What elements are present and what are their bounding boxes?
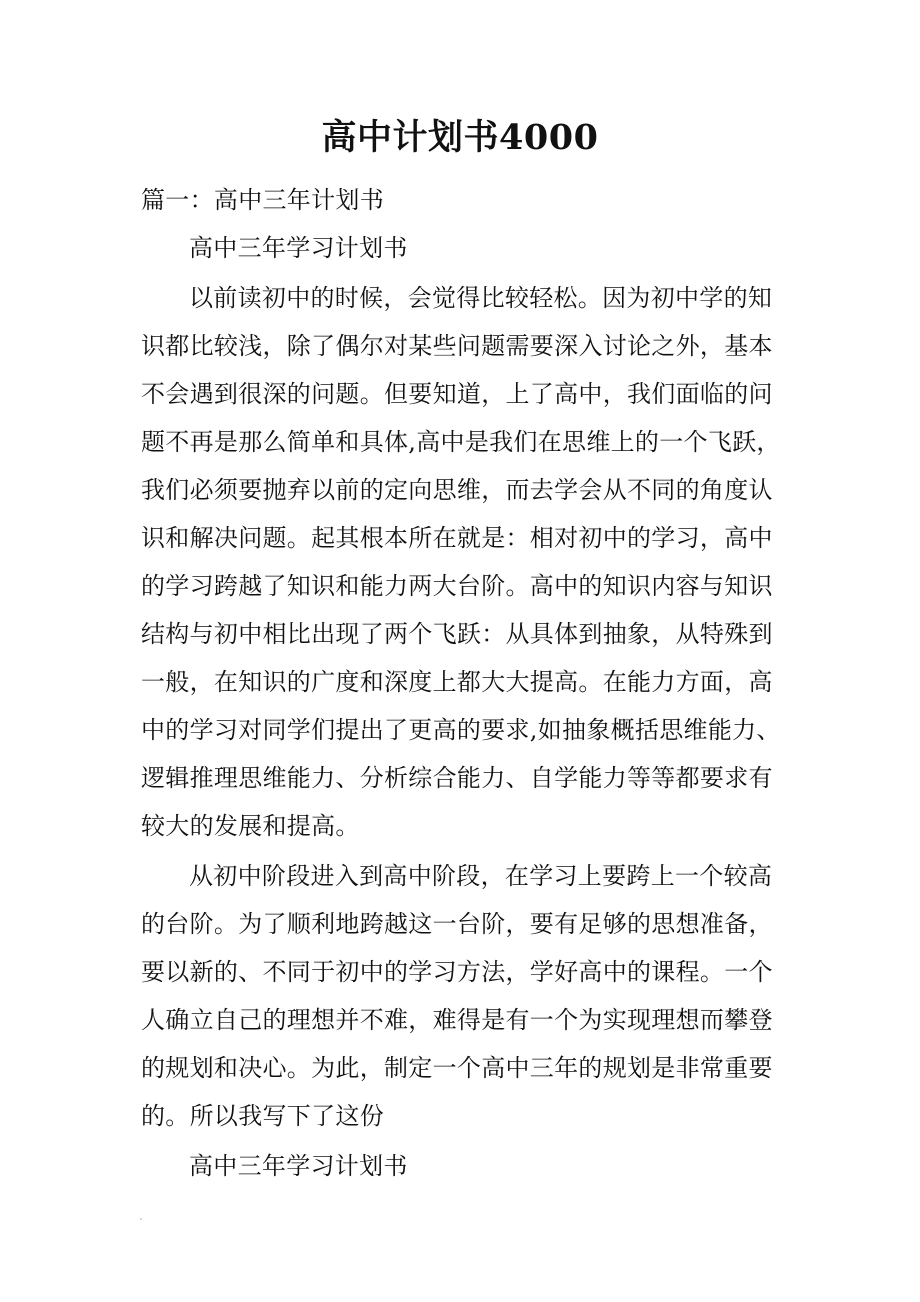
section-heading: 篇一：高中三年计划书 xyxy=(141,186,384,214)
paragraph-line: 题不再是那么简单和具体,高中是我们在思维上的一个飞跃， xyxy=(141,428,781,456)
subtitle-study-plan-repeat: 高中三年学习计划书 xyxy=(189,1152,408,1180)
paragraph-line: 识和解决问题。起其根本所在就是：相对初中的学习，高中 xyxy=(141,524,773,552)
paragraph-line: 要以新的、不同于初中的学习方法，学好高中的课程。一个 xyxy=(141,958,773,986)
subtitle-study-plan: 高中三年学习计划书 xyxy=(189,234,408,262)
page-speck xyxy=(140,1218,142,1220)
paragraph-line: 中的学习对同学们提出了更高的要求,如抽象概括思维能力、 xyxy=(141,716,781,744)
paragraph-line: 识都比较浅，除了偶尔对某些问题需要深入讨论之外，基本 xyxy=(141,332,773,360)
paragraph-line: 一般，在知识的广度和深度上都大大提高。在能力方面，高 xyxy=(141,668,773,696)
paragraph-line: 以前读初中的时候，会觉得比较轻松。因为初中学的知 xyxy=(189,284,773,312)
document-title: 高中计划书4000 xyxy=(321,117,599,158)
paragraph-line: 结构与初中相比出现了两个飞跃：从具体到抽象，从特殊到 xyxy=(141,620,773,648)
paragraph-line: 我们必须要抛弃以前的定向思维，而去学会从不同的角度认 xyxy=(141,476,773,504)
paragraph-line: 逻辑推理思维能力、分析综合能力、自学能力等等都要求有 xyxy=(141,764,773,792)
paragraph-line: 的。所以我写下了这份 xyxy=(141,1102,384,1130)
paragraph-line: 人确立自己的理想并不难，难得是有一个为实现理想而攀登 xyxy=(141,1006,773,1034)
paragraph-line: 从初中阶段进入到高中阶段，在学习上要跨上一个较高 xyxy=(189,862,773,890)
paragraph-line: 的学习跨越了知识和能力两大台阶。高中的知识内容与知识 xyxy=(141,572,773,600)
paragraph-line: 的规划和决心。为此，制定一个高中三年的规划是非常重要 xyxy=(141,1054,773,1082)
paragraph-line: 不会遇到很深的问题。但要知道，上了高中，我们面临的问 xyxy=(141,380,773,408)
paragraph-line: 较大的发展和提高。 xyxy=(141,812,360,840)
paragraph-line: 的台阶。为了顺利地跨越这一台阶，要有足够的思想准备， xyxy=(141,910,773,938)
